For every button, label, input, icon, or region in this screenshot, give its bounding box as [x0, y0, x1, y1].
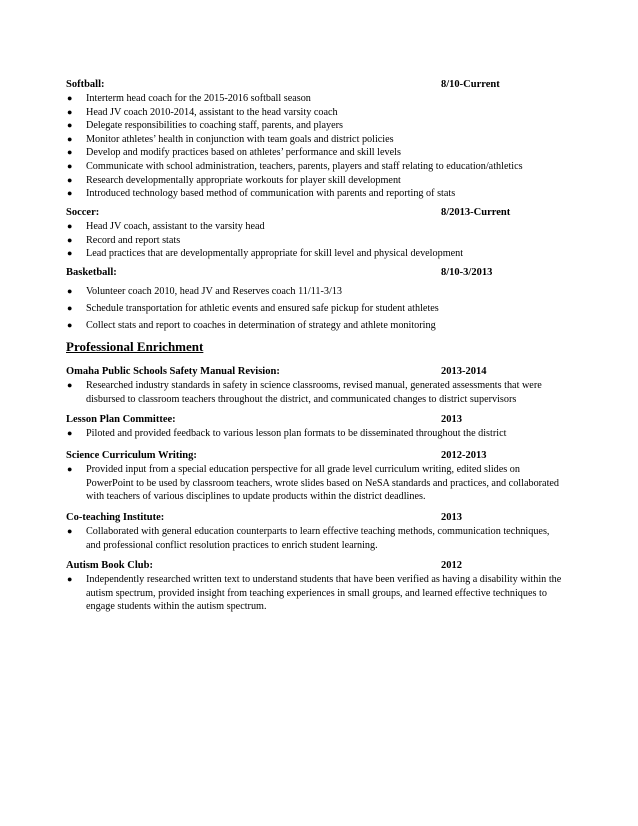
science-curriculum-date: 2012-2013 — [441, 450, 487, 461]
autism-title: Autism Book Club: — [66, 560, 153, 571]
lesson-plan-date: 2013 — [441, 414, 462, 425]
bullet-icon: ● — [67, 133, 73, 144]
soccer-list — [66, 220, 566, 261]
autism-section — [66, 559, 566, 614]
bullet-icon: ● — [67, 106, 73, 117]
lesson-plan-list — [66, 427, 566, 441]
bullet-icon: ● — [67, 160, 73, 171]
bullet-icon: ● — [67, 188, 73, 199]
science-curriculum-section — [66, 449, 566, 504]
omaha-header — [66, 365, 566, 379]
softball-title: Softball: — [66, 79, 105, 90]
basketball-title: Basketball: — [66, 267, 117, 278]
list-item: ● Provided input from a special education perspective for all grade level curriculum writing, edited slides on PowerPoint to be used by classroom teachers, wrote slides based on NeSA standards and practices, and collaborated with teachers of various disciplines to update products within the district deadlines. — [67, 464, 560, 503]
basketball-list — [66, 283, 566, 334]
bullet-icon: ● — [67, 526, 73, 536]
coteaching-date: 2013 — [441, 512, 462, 523]
science-curriculum-header — [66, 449, 566, 463]
lesson-plan-header — [66, 413, 566, 427]
basketball-header — [66, 266, 566, 280]
bullet-icon: ● — [67, 147, 73, 158]
softball-date: 8/10-Current — [441, 79, 500, 90]
bullet-icon: ● — [67, 93, 73, 103]
bullet-icon: ● — [67, 574, 73, 584]
soccer-header — [66, 206, 566, 220]
bullet-icon: ● — [67, 464, 73, 474]
list-item: ● Lead practices that are developmentally appropriate for skill level and physical development — [67, 248, 464, 260]
bullet-icon: ● — [67, 174, 73, 185]
list-item: ● Collaborated with general education counterparts to learn effective teaching methods, communication techniques, and professional conflict resolution practices to enrich student learning. — [67, 526, 550, 551]
basketball-date: 8/10-3/2013 — [441, 267, 493, 278]
bullet-icon: ● — [67, 248, 73, 259]
soccer-section — [66, 206, 566, 261]
list-item: ● Researched industry standards in safety in science classrooms, revised manual, generated assessments that were disbursed to classroom teachers throughout the district, and communicated changes to district supervisors — [67, 380, 542, 405]
bullet-icon: ● — [67, 428, 73, 438]
bullet-icon: ● — [67, 234, 73, 245]
autism-header — [66, 559, 566, 573]
science-curriculum-title: Science Curriculum Writing: — [66, 450, 197, 461]
list-item: ● Develop and modify practices based on athletes’ performance and skill levels — [67, 147, 401, 159]
autism-list — [66, 573, 566, 614]
softball-list — [66, 92, 566, 201]
list-item: ● Piloted and provided feedback to various lesson plan formats to be disseminated throughout the district — [67, 428, 507, 439]
basketball-section — [66, 266, 566, 334]
coteaching-header — [66, 511, 566, 525]
list-item: ● Record and report stats — [67, 234, 181, 246]
softball-header — [66, 78, 566, 92]
bullet-icon: ● — [67, 303, 73, 313]
list-item: ● Communicate with school administration, teachers, parents, players and staff relating to education/athletics — [67, 160, 523, 172]
list-item: ● Schedule transportation for athletic events and ensured safe pickup for student athletes — [66, 300, 566, 317]
list-item: ● Introduced technology based method of communication with parents and reporting of stats — [67, 188, 456, 200]
bullet-icon: ● — [67, 221, 73, 231]
list-item: ● Independently researched written text to understand students that have been verified as having a disability within the autism spectrum, provided insight from teaching experiences in small groups, and learned effective techniques to engage students within the autism spectrum. — [67, 574, 562, 613]
omaha-date: 2013-2014 — [441, 366, 487, 377]
bullet-icon: ● — [67, 320, 73, 330]
list-item: ● Research developmentally appropriate workouts for player skill development — [67, 174, 401, 186]
bullet-icon: ● — [67, 120, 73, 131]
omaha-section — [66, 365, 566, 406]
science-curriculum-list — [66, 463, 566, 504]
list-item: ● Collect stats and report to coaches in determination of strategy and athlete monitoring — [66, 317, 566, 334]
omaha-title: Omaha Public Schools Safety Manual Revision: — [66, 366, 280, 377]
list-item: ● Delegate responsibilities to coaching staff, parents, and players — [67, 120, 343, 132]
omaha-list — [66, 379, 566, 406]
list-item: ● Volunteer coach 2010, head JV and Reserves coach 11/11-3/13 — [66, 283, 566, 300]
autism-date: 2012 — [441, 560, 462, 571]
soccer-date: 8/2013-Current — [441, 207, 511, 218]
coteaching-list — [66, 525, 566, 552]
bullet-icon: ● — [67, 286, 73, 296]
list-item: ● Interterm head coach for the 2015-2016 softball season — [67, 93, 311, 104]
list-item: ● Head JV coach 2010-2014, assistant to the head varsity coach — [67, 106, 338, 118]
list-item: ● Monitor athletes’ health in conjunction with team goals and district policies — [67, 133, 394, 145]
lesson-plan-section — [66, 413, 566, 441]
softball-section — [66, 78, 566, 201]
professional-enrichment-heading: Professional Enrichment — [66, 339, 204, 354]
coteaching-section — [66, 511, 566, 552]
coteaching-title: Co-teaching Institute: — [66, 512, 165, 523]
soccer-title: Soccer: — [66, 207, 100, 218]
list-item: ● Head JV coach, assistant to the varsity head — [67, 221, 265, 232]
lesson-plan-title: Lesson Plan Committee: — [66, 414, 176, 425]
bullet-icon: ● — [67, 380, 73, 390]
